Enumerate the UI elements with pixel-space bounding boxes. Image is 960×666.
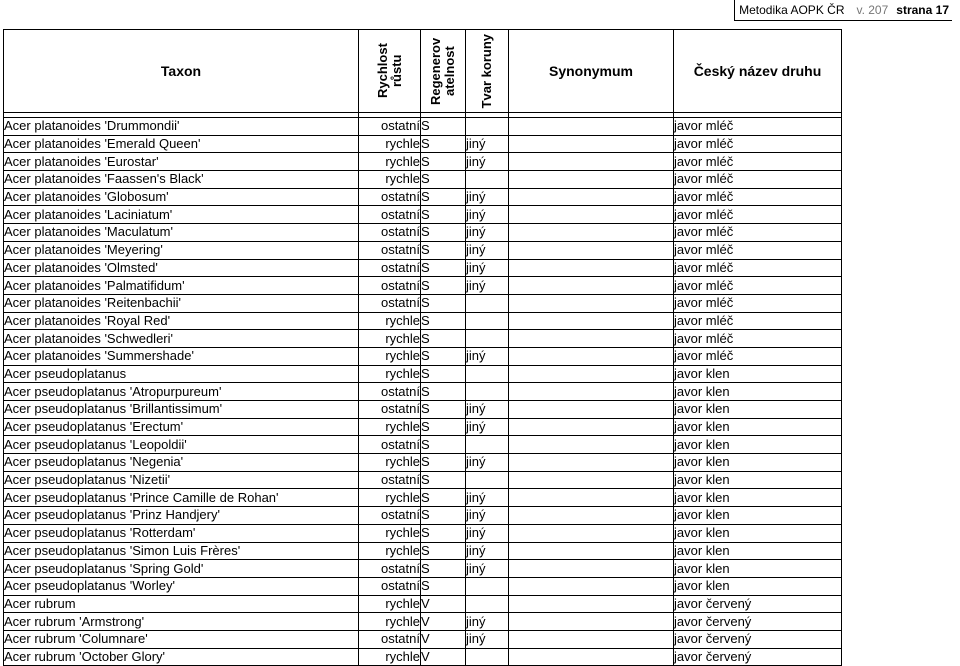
cell-taxon: Acer pseudoplatanus bbox=[4, 365, 359, 383]
cell-regeneration: S bbox=[421, 312, 466, 330]
table-row bbox=[4, 613, 842, 631]
cell-regeneration: V bbox=[421, 648, 466, 666]
cell-taxon: Acer platanoides 'Faassen's Black' bbox=[4, 171, 359, 189]
cell-czech-name: javor mléč bbox=[674, 294, 842, 312]
table-row bbox=[4, 188, 842, 206]
cell-growth-rate: ostatní bbox=[359, 436, 421, 454]
cell-synonym bbox=[509, 365, 674, 383]
cell-growth-rate: rychle bbox=[359, 312, 421, 330]
cell-czech-name: javor klen bbox=[674, 365, 842, 383]
cell-czech-name: javor klen bbox=[674, 383, 842, 401]
cell-synonym bbox=[509, 347, 674, 365]
cell-synonym bbox=[509, 171, 674, 189]
cell-regeneration: S bbox=[421, 507, 466, 525]
cell-taxon: Acer platanoides 'Meyering' bbox=[4, 241, 359, 259]
cell-czech-name: javor mléč bbox=[674, 259, 842, 277]
cell-taxon: Acer platanoides 'Laciniatum' bbox=[4, 206, 359, 224]
table-row bbox=[4, 365, 842, 383]
cell-taxon: Acer platanoides 'Reitenbachii' bbox=[4, 294, 359, 312]
cell-regeneration: S bbox=[421, 241, 466, 259]
header-regeneration bbox=[421, 30, 466, 113]
cell-regeneration: S bbox=[421, 188, 466, 206]
table-row bbox=[4, 560, 842, 578]
cell-regeneration: S bbox=[421, 454, 466, 472]
cell-growth-rate: ostatní bbox=[359, 294, 421, 312]
table-row bbox=[4, 436, 842, 454]
cell-growth-rate: rychle bbox=[359, 365, 421, 383]
cell-growth-rate: rychle bbox=[359, 330, 421, 348]
cell-synonym bbox=[509, 153, 674, 171]
cell-taxon: Acer platanoides 'Eurostar' bbox=[4, 153, 359, 171]
table-row bbox=[4, 524, 842, 542]
cell-crown-shape: jiný bbox=[466, 454, 509, 472]
cell-crown-shape bbox=[466, 595, 509, 613]
table-row bbox=[4, 135, 842, 153]
cell-crown-shape: jiný bbox=[466, 277, 509, 295]
cell-regeneration: S bbox=[421, 577, 466, 595]
cell-czech-name: javor mléč bbox=[674, 277, 842, 295]
cell-regeneration: V bbox=[421, 595, 466, 613]
cell-crown-shape bbox=[466, 171, 509, 189]
cell-synonym bbox=[509, 294, 674, 312]
cell-crown-shape: jiný bbox=[466, 613, 509, 631]
cell-synonym bbox=[509, 542, 674, 560]
cell-synonym bbox=[509, 577, 674, 595]
cell-czech-name: javor mléč bbox=[674, 224, 842, 242]
cell-synonym bbox=[509, 418, 674, 436]
cell-crown-shape: jiný bbox=[466, 241, 509, 259]
cell-crown-shape bbox=[466, 294, 509, 312]
table-body bbox=[4, 113, 842, 666]
cell-czech-name: javor klen bbox=[674, 542, 842, 560]
cell-growth-rate: ostatní bbox=[359, 206, 421, 224]
cell-growth-rate: rychle bbox=[359, 347, 421, 365]
cell-growth-rate: ostatní bbox=[359, 401, 421, 419]
cell-regeneration: S bbox=[421, 294, 466, 312]
cell-synonym bbox=[509, 401, 674, 419]
cell-regeneration: S bbox=[421, 542, 466, 560]
cell-crown-shape bbox=[466, 436, 509, 454]
table-row bbox=[4, 118, 842, 136]
cell-taxon: Acer pseudoplatanus 'Atropurpureum' bbox=[4, 383, 359, 401]
cell-growth-rate: rychle bbox=[359, 454, 421, 472]
cell-growth-rate: ostatní bbox=[359, 507, 421, 525]
table-header-row bbox=[4, 30, 842, 113]
cell-regeneration: S bbox=[421, 383, 466, 401]
header-crown-shape bbox=[466, 30, 509, 113]
cell-growth-rate: rychle bbox=[359, 489, 421, 507]
cell-regeneration: S bbox=[421, 171, 466, 189]
cell-synonym bbox=[509, 277, 674, 295]
cell-regeneration: S bbox=[421, 524, 466, 542]
cell-crown-shape: jiný bbox=[466, 524, 509, 542]
cell-taxon: Acer pseudoplatanus 'Rotterdam' bbox=[4, 524, 359, 542]
table-row bbox=[4, 259, 842, 277]
cell-regeneration: S bbox=[421, 259, 466, 277]
cell-crown-shape: jiný bbox=[466, 560, 509, 578]
cell-taxon: Acer platanoides 'Palmatifidum' bbox=[4, 277, 359, 295]
cell-regeneration: S bbox=[421, 135, 466, 153]
cell-czech-name: javor klen bbox=[674, 524, 842, 542]
document-title: Metodika AOPK ČR bbox=[739, 3, 845, 17]
cell-synonym bbox=[509, 118, 674, 136]
cell-taxon: Acer pseudoplatanus 'Simon Luis Frères' bbox=[4, 542, 359, 560]
table-row bbox=[4, 330, 842, 348]
cell-crown-shape: jiný bbox=[466, 224, 509, 242]
cell-czech-name: javor mléč bbox=[674, 118, 842, 136]
page-number: strana 17 bbox=[896, 3, 949, 17]
cell-regeneration: S bbox=[421, 224, 466, 242]
cell-growth-rate: rychle bbox=[359, 135, 421, 153]
cell-taxon: Acer rubrum 'October Glory' bbox=[4, 648, 359, 666]
table-row bbox=[4, 630, 842, 648]
cell-taxon: Acer pseudoplatanus 'Prinz Handjery' bbox=[4, 507, 359, 525]
table-row bbox=[4, 241, 842, 259]
cell-growth-rate: ostatní bbox=[359, 188, 421, 206]
cell-growth-rate: ostatní bbox=[359, 471, 421, 489]
cell-czech-name: javor červený bbox=[674, 613, 842, 631]
header-regeneration-label: Regenerov atelnost bbox=[428, 37, 457, 105]
cell-czech-name: javor mléč bbox=[674, 312, 842, 330]
cell-taxon: Acer pseudoplatanus 'Nizetii' bbox=[4, 471, 359, 489]
cell-czech-name: javor klen bbox=[674, 436, 842, 454]
cell-czech-name: javor mléč bbox=[674, 135, 842, 153]
cell-regeneration: S bbox=[421, 560, 466, 578]
cell-growth-rate: rychle bbox=[359, 595, 421, 613]
cell-crown-shape: jiný bbox=[466, 259, 509, 277]
cell-synonym bbox=[509, 630, 674, 648]
cell-synonym bbox=[509, 188, 674, 206]
cell-growth-rate: rychle bbox=[359, 171, 421, 189]
table-row bbox=[4, 312, 842, 330]
cell-taxon: Acer platanoides 'Globosum' bbox=[4, 188, 359, 206]
cell-regeneration: S bbox=[421, 330, 466, 348]
cell-growth-rate: ostatní bbox=[359, 118, 421, 136]
cell-synonym bbox=[509, 613, 674, 631]
taxon-table bbox=[3, 29, 842, 666]
cell-growth-rate: ostatní bbox=[359, 560, 421, 578]
cell-synonym bbox=[509, 312, 674, 330]
cell-taxon: Acer platanoides 'Schwedleri' bbox=[4, 330, 359, 348]
table-row bbox=[4, 153, 842, 171]
table-row bbox=[4, 595, 842, 613]
table-row bbox=[4, 206, 842, 224]
cell-regeneration: S bbox=[421, 277, 466, 295]
cell-growth-rate: rychle bbox=[359, 542, 421, 560]
cell-czech-name: javor mléč bbox=[674, 171, 842, 189]
document-version: v. 207 bbox=[856, 3, 889, 17]
cell-taxon: Acer platanoides 'Drummondii' bbox=[4, 118, 359, 136]
cell-czech-name: javor mléč bbox=[674, 347, 842, 365]
cell-regeneration: S bbox=[421, 153, 466, 171]
table-row bbox=[4, 471, 842, 489]
cell-growth-rate: ostatní bbox=[359, 383, 421, 401]
cell-taxon: Acer pseudoplatanus 'Leopoldii' bbox=[4, 436, 359, 454]
cell-taxon: Acer rubrum 'Columnare' bbox=[4, 630, 359, 648]
table-row bbox=[4, 347, 842, 365]
header-crown-shape-label: Tvar koruny bbox=[479, 33, 494, 109]
cell-czech-name: javor červený bbox=[674, 648, 842, 666]
cell-synonym bbox=[509, 436, 674, 454]
cell-taxon: Acer platanoides 'Olmsted' bbox=[4, 259, 359, 277]
cell-crown-shape: jiný bbox=[466, 401, 509, 419]
cell-crown-shape: jiný bbox=[466, 188, 509, 206]
cell-taxon: Acer pseudoplatanus 'Worley' bbox=[4, 577, 359, 595]
cell-czech-name: javor klen bbox=[674, 560, 842, 578]
cell-crown-shape bbox=[466, 330, 509, 348]
cell-crown-shape: jiný bbox=[466, 206, 509, 224]
cell-synonym bbox=[509, 471, 674, 489]
cell-taxon: Acer pseudoplatanus 'Erectum' bbox=[4, 418, 359, 436]
cell-synonym bbox=[509, 241, 674, 259]
cell-crown-shape: jiný bbox=[466, 489, 509, 507]
cell-growth-rate: ostatní bbox=[359, 630, 421, 648]
cell-growth-rate: rychle bbox=[359, 524, 421, 542]
cell-taxon: Acer platanoides 'Maculatum' bbox=[4, 224, 359, 242]
cell-regeneration: S bbox=[421, 418, 466, 436]
cell-czech-name: javor mléč bbox=[674, 330, 842, 348]
cell-taxon: Acer rubrum bbox=[4, 595, 359, 613]
cell-crown-shape bbox=[466, 471, 509, 489]
header-growth-rate bbox=[359, 30, 421, 113]
cell-synonym bbox=[509, 330, 674, 348]
cell-czech-name: javor červený bbox=[674, 595, 842, 613]
cell-czech-name: javor mléč bbox=[674, 241, 842, 259]
cell-czech-name: javor klen bbox=[674, 577, 842, 595]
cell-crown-shape: jiný bbox=[466, 630, 509, 648]
cell-synonym bbox=[509, 489, 674, 507]
cell-taxon: Acer pseudoplatanus 'Prince Camille de Rohan' bbox=[4, 489, 359, 507]
cell-czech-name: javor klen bbox=[674, 454, 842, 472]
cell-czech-name: javor mléč bbox=[674, 206, 842, 224]
cell-crown-shape: jiný bbox=[466, 347, 509, 365]
cell-regeneration: S bbox=[421, 471, 466, 489]
table-row bbox=[4, 171, 842, 189]
table-row bbox=[4, 577, 842, 595]
header-taxon: Taxon bbox=[4, 30, 359, 113]
cell-czech-name: javor klen bbox=[674, 418, 842, 436]
cell-taxon: Acer pseudoplatanus 'Spring Gold' bbox=[4, 560, 359, 578]
cell-regeneration: S bbox=[421, 365, 466, 383]
cell-czech-name: javor klen bbox=[674, 489, 842, 507]
cell-crown-shape bbox=[466, 365, 509, 383]
cell-synonym bbox=[509, 595, 674, 613]
cell-crown-shape bbox=[466, 312, 509, 330]
cell-czech-name: javor klen bbox=[674, 471, 842, 489]
table-row bbox=[4, 542, 842, 560]
cell-synonym bbox=[509, 135, 674, 153]
cell-crown-shape: jiný bbox=[466, 542, 509, 560]
cell-regeneration: S bbox=[421, 206, 466, 224]
page-header bbox=[734, 0, 952, 21]
cell-growth-rate: ostatní bbox=[359, 277, 421, 295]
cell-crown-shape: jiný bbox=[466, 507, 509, 525]
header-synonym: Synonymum bbox=[509, 30, 674, 113]
cell-crown-shape: jiný bbox=[466, 418, 509, 436]
cell-synonym bbox=[509, 560, 674, 578]
cell-regeneration: S bbox=[421, 347, 466, 365]
cell-growth-rate: ostatní bbox=[359, 241, 421, 259]
cell-synonym bbox=[509, 454, 674, 472]
cell-taxon: Acer platanoides 'Summershade' bbox=[4, 347, 359, 365]
cell-growth-rate: ostatní bbox=[359, 577, 421, 595]
cell-czech-name: javor mléč bbox=[674, 188, 842, 206]
cell-czech-name: javor klen bbox=[674, 507, 842, 525]
table-row bbox=[4, 224, 842, 242]
cell-growth-rate: rychle bbox=[359, 613, 421, 631]
cell-synonym bbox=[509, 206, 674, 224]
cell-czech-name: javor klen bbox=[674, 401, 842, 419]
cell-czech-name: javor mléč bbox=[674, 153, 842, 171]
cell-taxon: Acer platanoides 'Royal Red' bbox=[4, 312, 359, 330]
table-row bbox=[4, 277, 842, 295]
table-row bbox=[4, 401, 842, 419]
cell-crown-shape bbox=[466, 118, 509, 136]
cell-taxon: Acer platanoides 'Emerald Queen' bbox=[4, 135, 359, 153]
cell-crown-shape: jiný bbox=[466, 153, 509, 171]
cell-synonym bbox=[509, 383, 674, 401]
cell-growth-rate: rychle bbox=[359, 418, 421, 436]
cell-crown-shape bbox=[466, 577, 509, 595]
cell-taxon: Acer pseudoplatanus 'Brillantissimum' bbox=[4, 401, 359, 419]
table-row bbox=[4, 489, 842, 507]
cell-synonym bbox=[509, 259, 674, 277]
cell-growth-rate: ostatní bbox=[359, 259, 421, 277]
cell-regeneration: S bbox=[421, 118, 466, 136]
header-czech-name: Český název druhu bbox=[674, 30, 842, 113]
table-row bbox=[4, 507, 842, 525]
cell-growth-rate: ostatní bbox=[359, 224, 421, 242]
table-row bbox=[4, 383, 842, 401]
cell-synonym bbox=[509, 524, 674, 542]
cell-crown-shape bbox=[466, 383, 509, 401]
cell-regeneration: S bbox=[421, 401, 466, 419]
cell-regeneration: S bbox=[421, 489, 466, 507]
table-row bbox=[4, 454, 842, 472]
header-growth-rate-label: Rychlost růstu bbox=[374, 43, 404, 99]
cell-synonym bbox=[509, 224, 674, 242]
cell-czech-name: javor červený bbox=[674, 630, 842, 648]
table-row bbox=[4, 418, 842, 436]
cell-regeneration: S bbox=[421, 436, 466, 454]
cell-taxon: Acer pseudoplatanus 'Negenia' bbox=[4, 454, 359, 472]
cell-regeneration: V bbox=[421, 613, 466, 631]
cell-taxon: Acer rubrum 'Armstrong' bbox=[4, 613, 359, 631]
table-row bbox=[4, 294, 842, 312]
cell-regeneration: V bbox=[421, 630, 466, 648]
cell-crown-shape: jiný bbox=[466, 135, 509, 153]
cell-growth-rate: rychle bbox=[359, 153, 421, 171]
cell-synonym bbox=[509, 507, 674, 525]
cell-growth-rate: rychle bbox=[359, 648, 421, 666]
